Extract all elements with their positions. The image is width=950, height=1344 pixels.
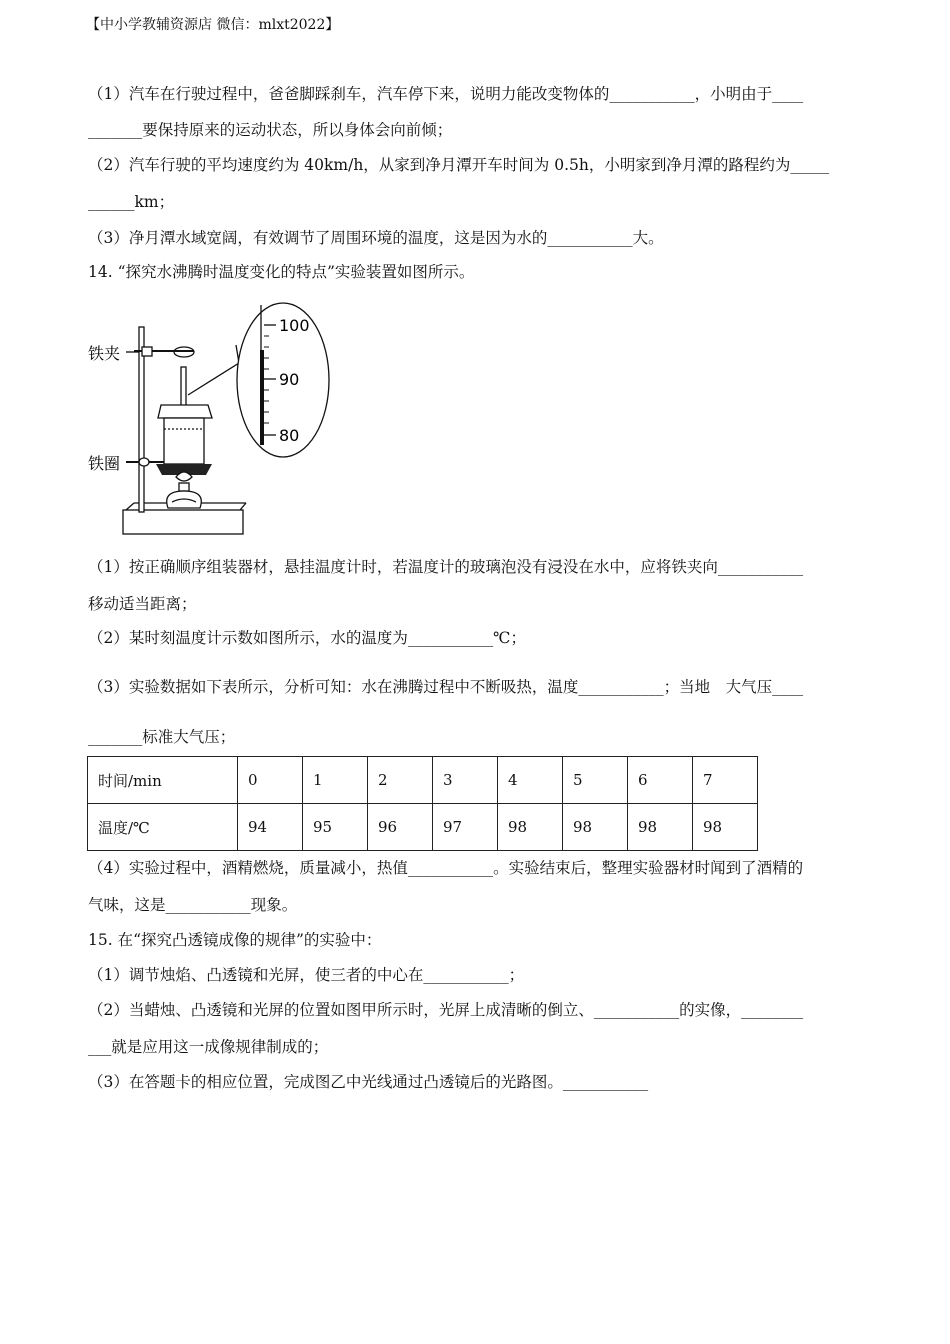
label-iron-clamp: 铁夹 [88,344,121,363]
q13-part2-line2: ______km； [88,193,175,211]
boiling-data-table [87,756,758,851]
q15-part3: （3）在答题卡的相应位置，完成图乙中光线通过凸透镜后的光路图。___________ [88,1073,649,1091]
q15-title: 15. 在“探究凸透镜成像的规律”的实验中： [88,931,382,949]
table-cell: 3 [433,757,498,804]
table-header-time: 时间/min [88,757,238,804]
q14-part4-line1: （4）实验过程中，酒精燃烧，质量减小，热值___________。实验结束后，整理实验器材时闻到了酒精的 [88,859,804,877]
q14-part1-line2: 移动适当距离； [88,595,197,613]
label-iron-ring: 铁圈 [88,454,121,473]
q14-part3-line2: _______标准大气压； [88,728,236,746]
table-row-time [88,757,758,804]
table-row-temp [88,804,758,851]
boiling-apparatus-figure [86,295,336,549]
scale-label-80: 80 [279,426,300,445]
table-cell: 0 [238,757,303,804]
table-cell: 94 [238,804,303,851]
table-cell: 98 [563,804,628,851]
table-cell: 7 [693,757,758,804]
table-cell: 1 [303,757,368,804]
table-header-temp: 温度/℃ [88,804,238,851]
q14-title: 14. “探究水沸腾时温度变化的特点”实验装置如图所示。 [88,263,475,281]
page-header: 【中小学教辅资源店 微信：mlxt2022】 [86,17,340,33]
q15-part1: （1）调节烛焰、凸透镜和光屏，使三者的中心在___________； [88,966,525,984]
q15-part2-line1: （2）当蜡烛、凸透镜和光屏的位置如图甲所示时，光屏上成清晰的倒立、___________的实像，________ [88,1001,804,1019]
scale-label-90: 90 [279,370,300,389]
q15-part2-line2: ___就是应用这一成像规律制成的； [88,1038,329,1056]
q13-part3: （3）净月潭水域宽阔，有效调节了周围环境的温度，这是因为水的___________大。 [88,229,664,247]
q14-part4-line2: 气味，这是___________现象。 [88,896,298,914]
table-cell: 98 [693,804,758,851]
table-cell: 6 [628,757,693,804]
apparatus-drawing [86,295,336,545]
table-cell: 2 [368,757,433,804]
table-cell: 4 [498,757,563,804]
q13-part1-line1: （1）汽车在行驶过程中，爸爸脚踩刹车，汽车停下来，说明力能改变物体的___________，小明由于____ [88,85,804,103]
q13-part2-line1: （2）汽车行驶的平均速度约为 40km/h，从家到净月潭开车时间为 0.5h，小明家到净月潭的路程约为_____ [88,156,830,174]
table-cell: 95 [303,804,368,851]
q14-part3-line1: （3）实验数据如下表所示，分析可知：水在沸腾过程中不断吸热，温度___________；当地 大气压____ [88,678,804,696]
table-cell: 5 [563,757,628,804]
q13-part1-line2: _______要保持原来的运动状态，所以身体会向前倾； [88,121,453,139]
scale-label-100: 100 [279,316,310,335]
q14-part1-line1: （1）按正确顺序组装器材，悬挂温度计时，若温度计的玻璃泡没有浸没在水中，应将铁夹向___________ [88,558,804,576]
table-cell: 98 [498,804,563,851]
table-cell: 97 [433,804,498,851]
table-cell: 98 [628,804,693,851]
q14-part2: （2）某时刻温度计示数如图所示，水的温度为___________℃； [88,629,526,647]
table-cell: 96 [368,804,433,851]
